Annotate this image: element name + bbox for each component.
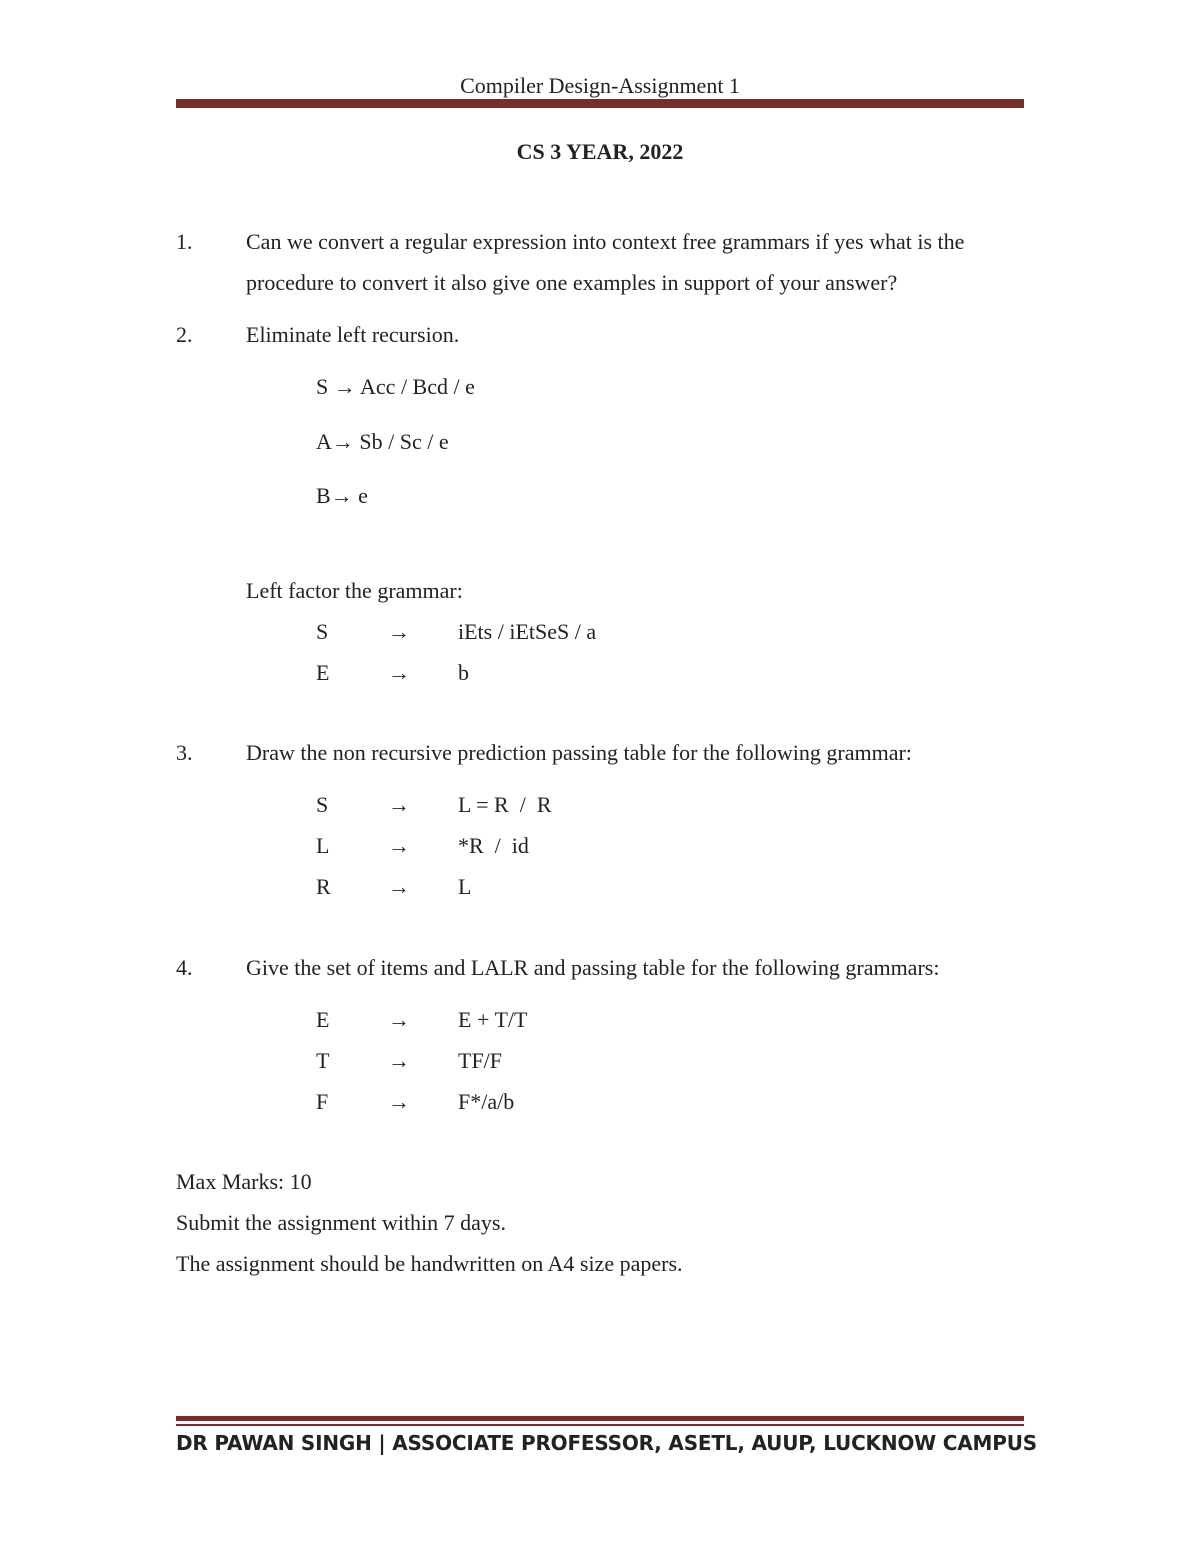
question-4-text: Give the set of items and LALR and passing table for the following grammars: — [246, 955, 940, 980]
question-3-text: Draw the non recursive prediction passing table for the following grammar: — [246, 740, 912, 765]
question-4-rhs-1: E + T/T — [458, 1007, 528, 1032]
question-4-arrow-1: → — [388, 1007, 410, 1032]
question-4-rhs-2: TF/F — [458, 1048, 503, 1073]
footer-rule-thin — [176, 1424, 1024, 1426]
footer-rule-thick — [176, 1416, 1024, 1421]
question-3-number: 3. — [176, 740, 193, 765]
question-3-lhs-1: S — [316, 792, 329, 817]
question-3-lhs-2: L — [316, 833, 330, 858]
question-2-text: Eliminate left recursion. — [246, 322, 460, 347]
question-3-arrow-2: → — [388, 833, 410, 858]
note-submit-deadline: Submit the assignment within 7 days. — [176, 1210, 506, 1235]
question-2-production-2: A→ Sb / Sc / e — [316, 429, 449, 454]
question-3-rhs-2: *R / id — [458, 833, 529, 858]
question-2-production-3: B→ e — [316, 483, 368, 508]
question-4-lhs-2: T — [316, 1048, 330, 1073]
question-4-arrow-2: → — [388, 1048, 410, 1073]
question-3-rhs-3: L — [458, 874, 472, 899]
question-4-lhs-3: F — [316, 1089, 329, 1114]
left-factor-arrow-1: → — [388, 619, 410, 644]
header-title: Compiler Design-Assignment 1 — [460, 73, 740, 98]
question-4-number: 4. — [176, 955, 193, 980]
question-4-arrow-3: → — [388, 1089, 410, 1114]
page-subtitle: CS 3 YEAR, 2022 — [516, 139, 684, 164]
question-3-arrow-3: → — [388, 874, 410, 899]
left-factor-arrow-2: → — [388, 660, 410, 685]
left-factor-lhs-2: E — [316, 660, 330, 685]
question-2-number: 2. — [176, 322, 193, 347]
question-1-line-1: Can we convert a regular expression into context free grammars if yes what is the — [246, 229, 965, 254]
left-factor-text: Left factor the grammar: — [246, 578, 463, 603]
note-handwritten: The assignment should be handwritten on A4 size papers. — [176, 1251, 683, 1276]
question-3-arrow-1: → — [388, 792, 410, 817]
note-max-marks: Max Marks: 10 — [176, 1169, 312, 1194]
question-4-rhs-3: F*/a/b — [458, 1089, 515, 1114]
question-2-production-1: S → Acc / Bcd / e — [316, 374, 475, 399]
left-factor-lhs-1: S — [316, 619, 329, 644]
question-3-rhs-1: L = R / R — [458, 792, 552, 817]
question-3-lhs-3: R — [316, 874, 331, 899]
footer-author: DR PAWAN SINGH | ASSOCIATE PROFESSOR, ASETL, AUUP, LUCKNOW CAMPUS — [176, 1431, 1037, 1455]
left-factor-rhs-2: b — [458, 660, 469, 685]
header-rule — [176, 99, 1024, 108]
left-factor-rhs-1: iEts / iEtSeS / a — [458, 619, 597, 644]
question-4-lhs-1: E — [316, 1007, 330, 1032]
question-1-line-2: procedure to convert it also give one examples in support of your answer? — [246, 270, 898, 295]
question-1-number: 1. — [176, 229, 193, 254]
